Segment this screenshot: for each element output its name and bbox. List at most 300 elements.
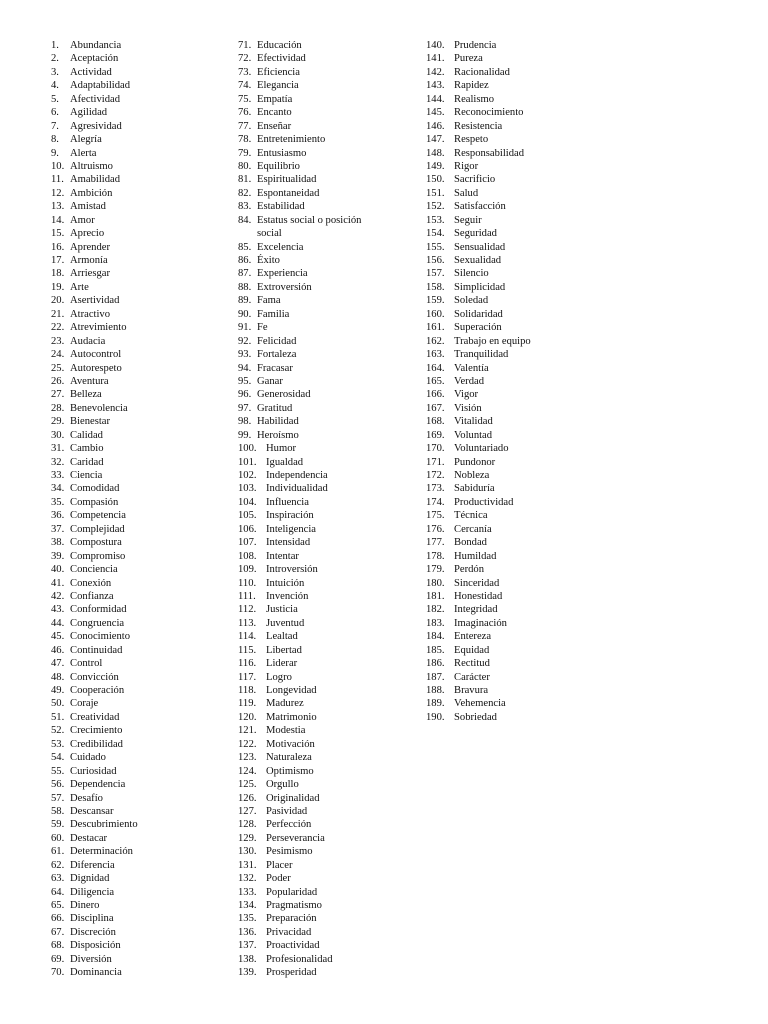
item-label: Abundancia [70,40,122,51]
item-number: 54. [51,752,65,764]
item-number: 113. [238,617,257,629]
item-label: Elegancia [257,80,299,92]
item-label: Realismo [454,93,495,105]
item-number: 87. [238,268,252,280]
item-label: Valentía [454,362,489,374]
list-item [51,886,231,899]
item-number: 20. [51,295,65,307]
item-number: 37. [51,523,65,535]
list-item [426,388,616,401]
item-label: Perdón [454,564,485,576]
item-label: Estatus social o posición social [257,214,362,240]
list-item [238,456,423,469]
item-label: Responsabilidad [454,147,525,159]
list-item [238,415,423,428]
item-label: Compromiso [70,550,126,562]
item-label: Éxito [257,255,280,266]
list-item [51,120,231,133]
list-item [238,254,423,267]
item-label: Logro [266,671,292,683]
item-number: 59. [51,819,65,831]
item-label: Bondad [454,537,487,549]
item-number: 1. [51,40,59,51]
list-item [51,563,231,576]
item-number: 25. [51,362,65,374]
item-label: Aprender [70,241,111,253]
list-item [238,832,423,845]
item-number: 100. [238,443,257,455]
item-number: 89. [238,295,252,307]
item-label: Creatividad [70,711,120,723]
item-label: Amistad [70,201,106,213]
item-label: Credibilidad [70,738,123,750]
item-number: 147. [426,134,445,146]
list-item [426,173,616,186]
item-label: Agresividad [70,120,122,132]
item-label: Empatía [257,93,293,105]
item-label: Benevolencia [70,402,128,414]
item-number: 120. [238,711,257,723]
list-item [238,671,423,684]
item-label: Independencia [266,470,328,481]
item-number: 154. [426,228,445,240]
list-item [51,697,231,710]
item-number: 16. [51,241,65,253]
item-number: 34. [51,483,65,495]
item-number: 174. [426,496,445,508]
item-label: Arte [70,281,89,293]
item-label: Autorespeto [70,362,122,374]
item-number: 30. [51,429,65,441]
item-number: 96. [238,389,252,401]
list-item [51,792,231,805]
item-number: 180. [426,577,445,589]
list-item [238,872,423,885]
list-item [238,563,423,576]
item-label: Carácter [454,671,490,683]
item-label: Encanto [257,107,292,119]
item-number: 88. [238,281,252,293]
item-number: 138. [238,953,257,965]
item-label: Verdad [454,375,485,387]
item-number: 151. [426,187,445,199]
item-label: Rigor [454,160,479,172]
item-label: Intensidad [266,537,311,549]
item-label: Fe [257,322,268,334]
item-number: 18. [51,268,65,280]
item-number: 66. [51,913,65,925]
item-label: Intentar [266,550,299,562]
item-number: 23. [51,335,65,347]
list-item [426,348,616,361]
item-label: Conciencia [70,564,118,576]
item-number: 188. [426,685,445,696]
item-label: Dignidad [70,873,110,885]
item-label: Adaptabilidad [70,80,131,92]
item-label: Aceptación [70,53,119,65]
list-item [238,39,423,52]
list-item [238,630,423,643]
item-label: Coraje [70,698,99,710]
item-number: 178. [426,550,445,562]
list-item [51,469,231,482]
list-item [51,267,231,280]
list-item [238,362,423,375]
item-label: Profesionalidad [266,953,333,965]
item-label: Curiosidad [70,765,117,777]
item-label: Armonía [70,255,108,266]
list-item [51,147,231,160]
item-label: Rectitud [454,658,490,670]
list-item [238,617,423,630]
item-label: Crecimiento [70,725,123,737]
list-item [51,308,231,321]
list-item [238,469,423,482]
item-number: 77. [238,120,252,132]
list-item [51,93,231,106]
item-number: 169. [426,429,445,441]
item-number: 187. [426,671,445,683]
list-item [426,335,616,348]
item-label: Técnica [454,510,488,522]
item-number: 48. [51,671,65,683]
item-number: 73. [238,66,252,78]
list-item [426,469,616,482]
item-number: 175. [426,510,445,522]
list-item [51,482,231,495]
item-label: Pragmatismo [266,900,322,911]
item-label: Satisfacción [454,201,506,213]
item-label: Vehemencia [454,698,506,710]
item-number: 56. [51,779,65,791]
list-item [238,845,423,858]
item-label: Compostura [70,537,122,549]
item-number: 76. [238,107,252,119]
item-number: 12. [51,187,65,199]
list-item [238,147,423,160]
item-number: 179. [426,564,445,576]
item-number: 160. [426,308,445,320]
list-item [426,106,616,119]
item-label: Excelencia [257,241,304,253]
list-item [238,724,423,737]
item-number: 107. [238,537,257,549]
item-label: Respeto [454,134,489,146]
item-number: 58. [51,805,65,817]
list-item [238,765,423,778]
item-label: Juventud [266,617,305,629]
list-item [51,281,231,294]
item-number: 68. [51,940,65,952]
item-label: Vigor [454,389,479,401]
item-number: 123. [238,752,257,764]
item-label: Fortaleza [257,349,297,361]
item-number: 86. [238,255,252,266]
item-number: 79. [238,147,252,159]
item-number: 95. [238,375,252,387]
item-label: Humor [266,443,297,455]
item-label: Pasividad [266,805,308,817]
item-label: Visión [454,402,482,414]
item-number: 146. [426,120,445,132]
list-item [426,550,616,563]
list-item [51,362,231,375]
item-number: 3. [51,66,59,78]
list-item [426,617,616,630]
values-column-2 [238,39,423,980]
item-number: 84. [238,214,252,226]
item-label: Justicia [266,604,298,616]
item-number: 184. [426,631,445,643]
item-number: 166. [426,389,445,401]
item-label: Honestidad [454,590,503,602]
list-item [238,805,423,818]
list-item [238,751,423,764]
item-label: Invención [266,590,309,602]
list-item [426,563,616,576]
item-number: 134. [238,900,257,911]
list-item [426,429,616,442]
item-number: 170. [426,443,445,455]
item-number: 163. [426,349,445,361]
list-item [51,845,231,858]
item-label: Agilidad [70,107,108,119]
item-number: 27. [51,389,65,401]
item-label: Ambición [70,187,113,199]
list-item [238,187,423,200]
item-number: 43. [51,604,65,616]
list-item [238,200,423,213]
item-label: Orgullo [266,779,299,791]
item-number: 136. [238,926,257,938]
item-label: Libertad [266,644,302,656]
item-label: Humildad [454,550,497,562]
item-number: 131. [238,859,257,871]
list-item [51,442,231,455]
item-label: Entusiasmo [257,147,307,159]
item-label: Compasión [70,496,119,508]
list-item [238,79,423,92]
item-number: 161. [426,322,445,334]
item-number: 115. [238,644,257,656]
list-item [426,711,616,724]
list-item [51,832,231,845]
list-item [51,550,231,563]
item-number: 5. [51,93,59,105]
list-item [238,697,423,710]
item-number: 19. [51,281,65,293]
item-label: Aprecio [70,228,105,240]
item-number: 90. [238,308,252,320]
list-item [238,684,423,697]
list-item [238,133,423,146]
list-item [426,39,616,52]
item-number: 189. [426,698,445,710]
list-item [51,912,231,925]
item-number: 142. [426,66,445,78]
item-label: Seguridad [454,228,497,240]
list-item [426,133,616,146]
list-item [426,200,616,213]
list-item [426,509,616,522]
item-number: 32. [51,456,65,468]
item-number: 92. [238,335,252,347]
item-number: 139. [238,967,257,979]
item-number: 35. [51,496,65,508]
list-item [238,321,423,334]
list-item [238,348,423,361]
list-item [426,52,616,65]
list-item [51,684,231,697]
item-number: 61. [51,846,65,858]
item-number: 132. [238,873,257,885]
item-label: Prudencia [454,40,497,51]
item-label: Resistencia [454,120,503,132]
item-label: Perfección [266,819,312,831]
item-label: Silencio [454,268,489,280]
item-label: Destacar [70,832,108,844]
list-item [51,200,231,213]
list-item [426,147,616,160]
item-number: 36. [51,510,65,522]
item-number: 14. [51,214,65,226]
list-item [238,711,423,724]
item-number: 167. [426,402,445,414]
item-label: Voluntariado [454,443,509,455]
item-label: Vitalidad [454,416,493,428]
item-label: Introversión [266,564,318,576]
list-item [238,308,423,321]
list-item [426,160,616,173]
list-item [51,724,231,737]
list-item [238,536,423,549]
item-label: Productividad [454,496,514,508]
list-item [51,617,231,630]
item-number: 93. [238,349,252,361]
item-label: Conformidad [70,604,127,616]
item-label: Inteligencia [266,523,316,535]
item-label: Equilibrio [257,160,300,172]
list-item [238,402,423,415]
item-label: Rapidez [454,80,489,92]
item-label: Pureza [454,53,483,65]
item-number: 121. [238,725,257,737]
item-number: 62. [51,859,65,871]
item-number: 41. [51,577,65,589]
item-label: Matrimonio [266,711,317,723]
item-label: Caridad [70,456,104,468]
list-item [51,630,231,643]
item-number: 67. [51,926,65,938]
list-item [238,173,423,186]
list-item [51,66,231,79]
list-item [238,335,423,348]
list-item [51,751,231,764]
list-item [238,429,423,442]
item-number: 85. [238,241,252,253]
item-number: 24. [51,349,65,361]
item-label: Actividad [70,66,112,78]
item-number: 176. [426,523,445,535]
list-item [51,294,231,307]
item-label: Calidad [70,429,103,441]
item-label: Disciplina [70,913,114,925]
item-number: 106. [238,523,257,535]
item-number: 57. [51,792,65,804]
item-number: 173. [426,483,445,495]
item-number: 177. [426,537,445,549]
list-item [238,912,423,925]
item-number: 94. [238,362,252,374]
list-item [51,214,231,227]
item-label: Individualidad [266,483,328,495]
list-item [238,388,423,401]
item-number: 152. [426,201,445,213]
list-item [426,644,616,657]
list-item [238,859,423,872]
item-number: 103. [238,483,257,495]
list-item [426,523,616,536]
list-item [238,550,423,563]
item-number: 55. [51,765,65,777]
item-label: Entretenimiento [257,134,326,146]
item-number: 64. [51,886,65,898]
item-number: 158. [426,281,445,293]
item-number: 39. [51,550,65,562]
item-number: 133. [238,886,257,898]
item-number: 71. [238,40,252,51]
item-number: 153. [426,214,445,226]
list-item [51,577,231,590]
list-item [51,872,231,885]
list-item [426,402,616,415]
list-item [238,899,423,912]
list-item [51,39,231,52]
list-item [51,926,231,939]
item-label: Autocontrol [70,349,122,361]
list-item [426,496,616,509]
item-label: Motivación [266,738,315,750]
item-label: Disposición [70,940,121,952]
item-number: 21. [51,308,65,320]
item-label: Preparación [266,913,317,925]
item-label: Integridad [454,604,498,616]
list-item [238,442,423,455]
item-number: 104. [238,496,257,508]
item-label: Descubrimiento [70,819,138,831]
list-item [51,79,231,92]
list-item [51,415,231,428]
item-number: 137. [238,940,257,952]
item-label: Prosperidad [266,967,317,979]
item-label: Descansar [70,805,114,817]
list-item [51,805,231,818]
item-number: 97. [238,402,252,414]
item-number: 83. [238,201,252,213]
item-number: 116. [238,658,257,670]
item-label: Audacia [70,335,106,347]
item-label: Determinación [70,846,133,858]
list-item [238,482,423,495]
item-number: 102. [238,470,257,481]
item-label: Fracasar [257,362,293,374]
item-label: Racionalidad [454,66,510,78]
item-number: 42. [51,590,65,602]
list-item [51,402,231,415]
list-item [51,52,231,65]
item-label: Placer [266,859,293,871]
item-number: 10. [51,160,65,172]
